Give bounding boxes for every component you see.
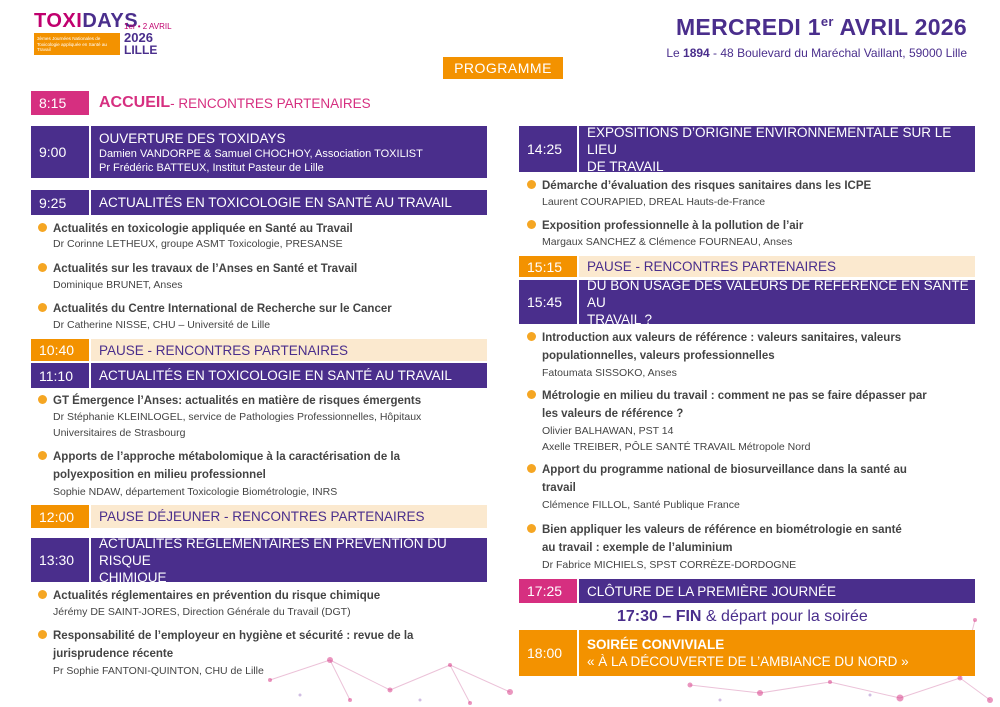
bullet-icon bbox=[527, 390, 536, 399]
talk-title: GT Émergence l’Anses: actualités en matière de risques émergents bbox=[53, 395, 422, 407]
slot-title: PAUSE - RENCONTRES PARTENAIRES bbox=[99, 342, 349, 358]
slot-title: PAUSE - RENCONTRES PARTENAIRES bbox=[587, 259, 837, 274]
slot-title: CLÔTURE DE LA PREMIÈRE JOURNÉE bbox=[587, 583, 837, 599]
slot-pause-1200 bbox=[31, 505, 487, 528]
talk-title: jurisprudence récente bbox=[53, 648, 174, 660]
slot-1545 bbox=[519, 277, 975, 327]
slot-ouverture bbox=[31, 126, 487, 178]
talk-speaker: Laurent COURAPIED, DREAL Hauts-de-France bbox=[542, 196, 766, 208]
slot-accueil bbox=[31, 91, 487, 115]
talk-title: Introduction aux valeurs de référence : valeurs sanitaires, valeurs bbox=[542, 332, 902, 344]
slot-title: CHIMIQUE bbox=[99, 569, 167, 585]
talk-title: Actualités en toxicologie appliquée en Santé au Travail bbox=[53, 223, 353, 235]
slot-subtitle: « À LA DÉCOUVERTE DE L’AMBIANCE DU NORD » bbox=[587, 654, 909, 669]
talk-title: travail bbox=[542, 482, 576, 494]
bullet-icon bbox=[527, 464, 536, 473]
talk-speaker: Universitaires de Strasbourg bbox=[53, 427, 186, 439]
talk-title: Actualités réglementaires en prévention du risque chimique bbox=[53, 590, 381, 602]
bullet-icon bbox=[527, 180, 536, 189]
talk-title: Responsabilité de l’employeur en hygiène et sécurité : revue de la bbox=[53, 630, 414, 642]
bullet-icon bbox=[38, 451, 47, 460]
talk-speaker: Clémence FILLOL, Santé Publique France bbox=[542, 499, 740, 511]
slot-pause-1515 bbox=[519, 256, 975, 277]
slot-label bbox=[91, 126, 487, 178]
slot-title: ACTUALITÉS EN TOXICOLOGIE EN SANTÉ AU TRAVAIL bbox=[99, 368, 452, 383]
slot-time: 15:15 bbox=[519, 256, 577, 277]
talk-speaker: Sophie NDAW, département Toxicologie Biométrologie, INRS bbox=[53, 486, 338, 498]
slot-time: 17:25 bbox=[519, 579, 577, 603]
slot-pause-1040 bbox=[31, 339, 487, 361]
talk-title: les valeurs de référence ? bbox=[542, 408, 684, 420]
bullet-icon bbox=[527, 220, 536, 229]
slot-time: 9:25 bbox=[31, 190, 89, 215]
talk-speaker: Axelle TREIBER, PÔLE SANTÉ TRAVAIL Métropole Nord bbox=[542, 441, 811, 453]
bullet-icon bbox=[38, 395, 47, 404]
slot-label bbox=[579, 277, 975, 327]
logo-year: 2026 bbox=[124, 30, 153, 45]
slot-title: DE TRAVAIL bbox=[587, 158, 664, 174]
talk-speaker: Margaux SANCHEZ & Clémence FOURNEAU, Anses bbox=[542, 236, 793, 248]
talk-title: Exposition professionnelle à la pollution de l’air bbox=[542, 220, 804, 232]
slot-title: OUVERTURE DES TOXIDAYS bbox=[99, 130, 286, 146]
talk-title: Métrologie en milieu du travail : comment ne pas se faire dépasser par bbox=[542, 390, 927, 402]
toxidays-logo bbox=[34, 10, 174, 58]
slot-title: ACCUEIL bbox=[99, 94, 171, 111]
slot-title: DU BON USAGE DES VALEURS DE RÉFÉRENCE EN SANTÉ AU bbox=[587, 277, 969, 310]
slot-time: 8:15 bbox=[31, 91, 89, 115]
talk-title: populationnelles, valeurs professionnelles bbox=[542, 350, 775, 362]
talk-title: Bien appliquer les valeurs de référence en biométrologie en santé bbox=[542, 524, 902, 536]
talk-speaker: Dr Fabrice MICHIELS, SPST CORRÈZE-DORDOGNE bbox=[542, 559, 797, 571]
talk-title: Actualités du Centre International de Recherche sur le Cancer bbox=[53, 303, 392, 315]
slot-1425 bbox=[519, 126, 975, 172]
talk-speaker: Dr Catherine NISSE, CHU – Université de Lille bbox=[53, 319, 271, 331]
bullet-icon bbox=[38, 303, 47, 312]
slot-subtitle: - RENCONTRES PARTENAIRES bbox=[170, 95, 371, 111]
logo-city: LILLE bbox=[124, 43, 158, 57]
slot-label bbox=[91, 91, 487, 115]
slot-label bbox=[579, 256, 975, 277]
slot-label bbox=[91, 339, 487, 361]
slot-label bbox=[579, 579, 975, 603]
bullet-icon bbox=[38, 590, 47, 599]
slot-time: 14:25 bbox=[519, 126, 577, 172]
slot-time: 12:00 bbox=[31, 505, 89, 528]
bullet-icon bbox=[527, 524, 536, 533]
venue-address: Le 1894 - 48 Boulevard du Maréchal Vaillant, 59000 Lille bbox=[666, 46, 967, 60]
slot-time: 13:30 bbox=[31, 538, 89, 582]
slot-speaker: Pr Frédéric BATTEUX, Institut Pasteur de Lille bbox=[99, 161, 324, 174]
slot-title: PAUSE DÉJEUNER - RENCONTRES PARTENAIRES bbox=[99, 509, 425, 524]
slot-label bbox=[91, 190, 487, 215]
bullet-icon bbox=[38, 263, 47, 272]
slot-925 bbox=[31, 190, 487, 215]
logo-dates: 1er • 2 AVRIL bbox=[124, 22, 172, 31]
slot-title: SOIRÉE CONVIVIALE bbox=[587, 637, 725, 652]
talk-title: Apports de l’approche métabolomique à la caractérisation de la bbox=[53, 451, 401, 463]
talk-title: Apport du programme national de biosurveillance dans la santé au bbox=[542, 464, 907, 476]
slot-speaker: Damien VANDORPE & Samuel CHOCHOY, Association TOXILIST bbox=[99, 147, 423, 160]
slot-1330 bbox=[31, 535, 487, 585]
bullet-icon bbox=[38, 223, 47, 232]
bullet-icon bbox=[38, 630, 47, 639]
talk-speaker: Dominique BRUNET, Anses bbox=[53, 279, 183, 291]
slot-time: 11:10 bbox=[31, 363, 89, 388]
talk-speaker: Dr Stéphanie KLEINLOGEL, service de Pathologies Professionnelles, Hôpitaux bbox=[53, 411, 422, 423]
slot-soiree bbox=[519, 630, 975, 676]
slot-title: TRAVAIL ? bbox=[587, 311, 653, 327]
talk-title: Démarche d’évaluation des risques sanitaires dans les ICPE bbox=[542, 180, 872, 192]
slot-1110 bbox=[31, 363, 487, 388]
bullet-icon bbox=[527, 332, 536, 341]
programme-badge: PROGRAMME bbox=[443, 57, 563, 79]
talk-speaker: Jérémy DE SAINT-JORES, Direction Générale du Travail (DGT) bbox=[53, 606, 351, 618]
talk-title: au travail : exemple de l’aluminium bbox=[542, 542, 733, 554]
talk-speaker: Dr Corinne LETHEUX, groupe ASMT Toxicologie, PRESANSE bbox=[53, 238, 343, 250]
talk-speaker: Pr Sophie FANTONI-QUINTON, CHU de Lille bbox=[53, 665, 264, 677]
talk-title: polyexposition en milieu professionnel bbox=[53, 469, 266, 481]
talk-speaker: Fatoumata SISSOKO, Anses bbox=[542, 367, 677, 379]
slot-label bbox=[91, 363, 487, 388]
page-title: MERCREDI 1er AVRIL 2026 bbox=[675, 14, 967, 40]
logo-wordmark: TOXIDAYS bbox=[34, 10, 139, 32]
end-of-day-note: 17:30 – FIN & départ pour la soirée bbox=[617, 608, 868, 625]
slot-title: ACTUALITÉS RÉGLEMENTAIRES EN PRÉVENTION DU RISQUE bbox=[99, 535, 447, 568]
slot-label bbox=[579, 126, 975, 172]
slot-time: 10:40 bbox=[31, 339, 89, 361]
slot-label bbox=[91, 535, 487, 585]
logo-tagline: 3èmes Journées Nationales de Toxicologie appliquée en Santé au Travail bbox=[34, 33, 120, 55]
slot-time: 15:45 bbox=[519, 280, 577, 324]
slot-time: 9:00 bbox=[31, 126, 89, 178]
talk-title: Actualités sur les travaux de l’Anses en Santé et Travail bbox=[53, 263, 358, 275]
slot-label bbox=[579, 630, 975, 676]
slot-title: EXPOSITIONS D’ORIGINE ENVIRONNEMENTALE SUR LE LIEU bbox=[587, 124, 952, 157]
slot-cloture bbox=[519, 579, 975, 603]
slot-time: 18:00 bbox=[519, 630, 577, 676]
talk-speaker: Olivier BALHAWAN, PST 14 bbox=[542, 425, 674, 437]
slot-title: ACTUALITÉS EN TOXICOLOGIE EN SANTÉ AU TRAVAIL bbox=[99, 195, 452, 210]
slot-label bbox=[91, 505, 487, 528]
